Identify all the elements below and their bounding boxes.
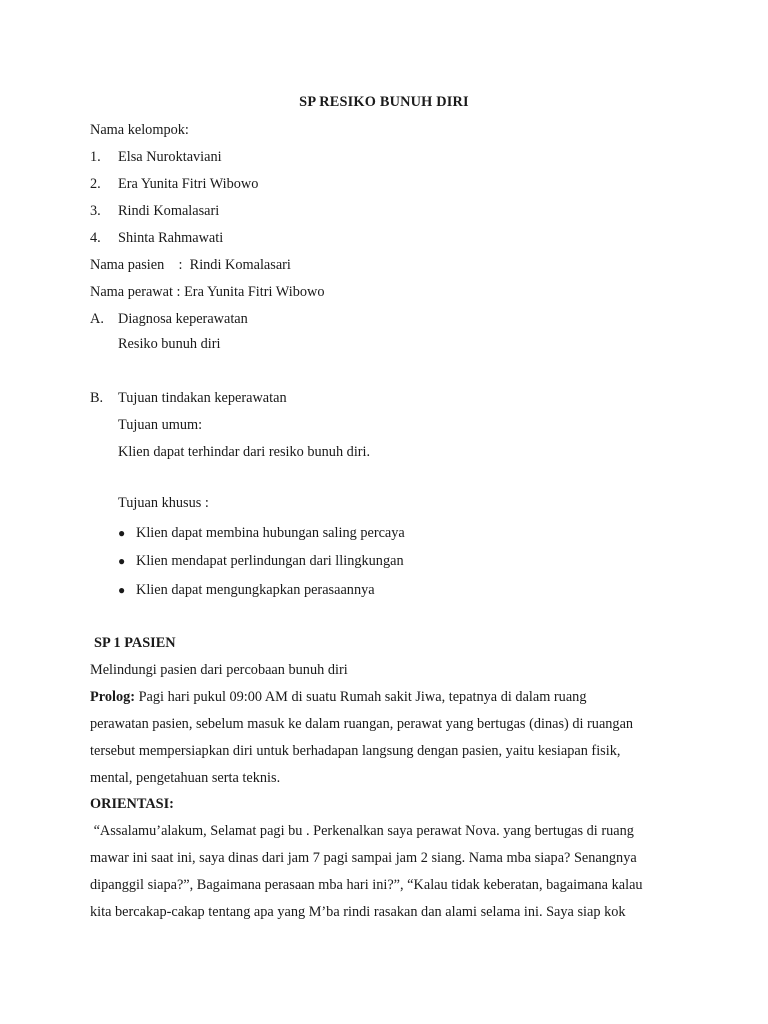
member-name: Elsa Nuroktaviani bbox=[118, 149, 222, 165]
list-item: Klien dapat mengungkapkan perasaannya bbox=[136, 582, 375, 598]
section-b-heading: Tujuan tindakan keperawatan bbox=[118, 390, 287, 406]
section-b-letter: B. bbox=[90, 390, 104, 406]
bullet-icon: ● bbox=[118, 554, 126, 568]
member-name: Rindi Komalasari bbox=[118, 203, 220, 219]
general-goal-label: Tujuan umum: bbox=[118, 417, 203, 433]
prolog-text: Pagi hari pukul 09:00 AM di suatu Rumah sakit Jiwa, tepatnya di dalam ruang bbox=[135, 689, 587, 705]
bullet-icon: ● bbox=[118, 583, 126, 597]
group-label: Nama kelompok: bbox=[90, 122, 189, 138]
member-name: Era Yunita Fitri Wibowo bbox=[118, 176, 259, 192]
prolog-line: tersebut mempersiapkan diri untuk berhadapan langsung dengan pasien, yaitu kesiapan fisik, bbox=[90, 743, 621, 759]
prolog-line: perawatan pasien, sebelum masuk ke dalam ruangan, perawat yang bertugas (dinas) di ruangan bbox=[90, 716, 634, 732]
member-number: 1. bbox=[90, 149, 101, 165]
specific-goal-label: Tujuan khusus : bbox=[118, 495, 209, 511]
prolog-label: Prolog: bbox=[90, 689, 135, 705]
general-goal-text: Klien dapat terhindar dari resiko bunuh diri. bbox=[118, 444, 371, 460]
member-number: 2. bbox=[90, 176, 101, 192]
patient-name-line: Nama pasien : Rindi Komalasari bbox=[90, 257, 291, 273]
prolog-line: mental, pengetahuan serta teknis. bbox=[90, 770, 281, 786]
orientation-line: dipanggil siapa?”, Bagaimana perasaan mba hari ini?”, “Kalau tidak keberatan, bagaimana kalau bbox=[90, 877, 643, 893]
nurse-name-line: Nama perawat : Era Yunita Fitri Wibowo bbox=[90, 284, 325, 300]
orientation-line: “Assalamu’alakum, Selamat pagi bu . Perkenalkan saya perawat Nova. yang bertugas di ruang bbox=[90, 823, 634, 839]
sp1-heading: SP 1 PASIEN bbox=[94, 635, 176, 651]
member-name: Shinta Rahmawati bbox=[118, 230, 224, 246]
sp1-subtitle: Melindungi pasien dari percobaan bunuh diri bbox=[90, 662, 348, 678]
list-item: Klien dapat membina hubungan saling percaya bbox=[136, 525, 405, 541]
section-a-heading: Diagnosa keperawatan bbox=[118, 311, 248, 327]
list-item: Klien mendapat perlindungan dari llingkungan bbox=[136, 553, 404, 569]
document-title: SP RESIKO BUNUH DIRI bbox=[299, 94, 469, 110]
prolog-line bbox=[90, 688, 586, 706]
section-a-content: Resiko bunuh diri bbox=[118, 336, 221, 352]
bullet-icon: ● bbox=[118, 526, 126, 540]
orientation-line: mawar ini saat ini, saya dinas dari jam 7 pagi sampai jam 2 siang. Nama mba siapa? Senangnya bbox=[90, 850, 637, 866]
orientation-heading: ORIENTASI: bbox=[90, 796, 174, 812]
member-number: 4. bbox=[90, 230, 101, 246]
section-a-letter: A. bbox=[90, 311, 104, 327]
orientation-line: kita bercakap-cakap tentang apa yang M’ba rindi rasakan dan alami selama ini. Saya siap kok bbox=[90, 904, 626, 920]
member-number: 3. bbox=[90, 203, 101, 219]
